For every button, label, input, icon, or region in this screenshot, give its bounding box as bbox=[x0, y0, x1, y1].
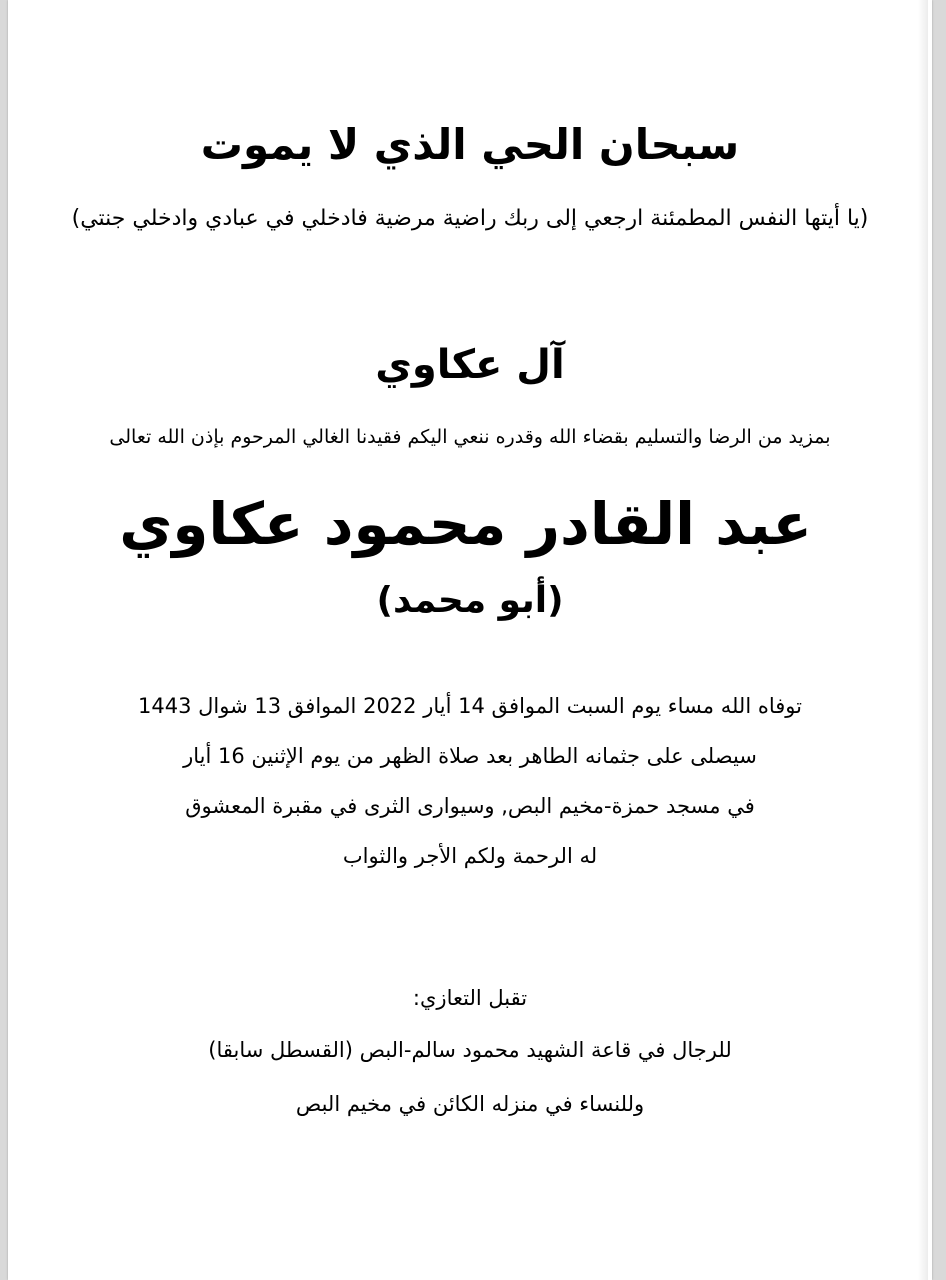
prayer-time-line: سيصلى على جثمانه الطاهر بعد صلاة الظهر من يوم الإثنين 16 أيار bbox=[183, 744, 757, 768]
page-edge-shadow bbox=[918, 0, 928, 1280]
mercy-line: له الرحمة ولكم الأجر والثواب bbox=[342, 844, 598, 868]
obituary-page bbox=[8, 0, 932, 1280]
condolences-men-line: للرجال في قاعة الشهيد محمود سالم-البص (القسطل سابقا) bbox=[208, 1038, 732, 1062]
deceased-name: عبد القادر محمود عكاوي bbox=[119, 490, 812, 558]
announcement-intro: بمزيد من الرضا والتسليم بقضاء الله وقدره ننعي اليكم فقيدنا الغالي المرحوم بإذن الله تعالى bbox=[109, 426, 831, 448]
family-name: آل عكاوي bbox=[375, 342, 565, 388]
condolences-women-line: وللنساء في منزله الكائن في مخيم البص bbox=[295, 1092, 645, 1116]
page-title: سبحان الحي الذي لا يموت bbox=[200, 120, 740, 169]
death-date-line: توفاه الله مساء يوم السبت الموافق 14 أيار 2022 الموافق 13 شوال 1443 bbox=[138, 694, 802, 718]
burial-location-line: في مسجد حمزة-مخيم البص, وسيوارى الثرى في مقبرة المعشوق bbox=[185, 794, 755, 818]
quran-verse: (يا أيتها النفس المطمئنة ارجعي إلى ربك راضية مرضية فادخلي في عبادي وادخلي جنتي) bbox=[71, 206, 869, 231]
condolences-heading: تقبل التعازي: bbox=[412, 986, 528, 1010]
deceased-kunya: (أبو محمد) bbox=[376, 580, 564, 621]
